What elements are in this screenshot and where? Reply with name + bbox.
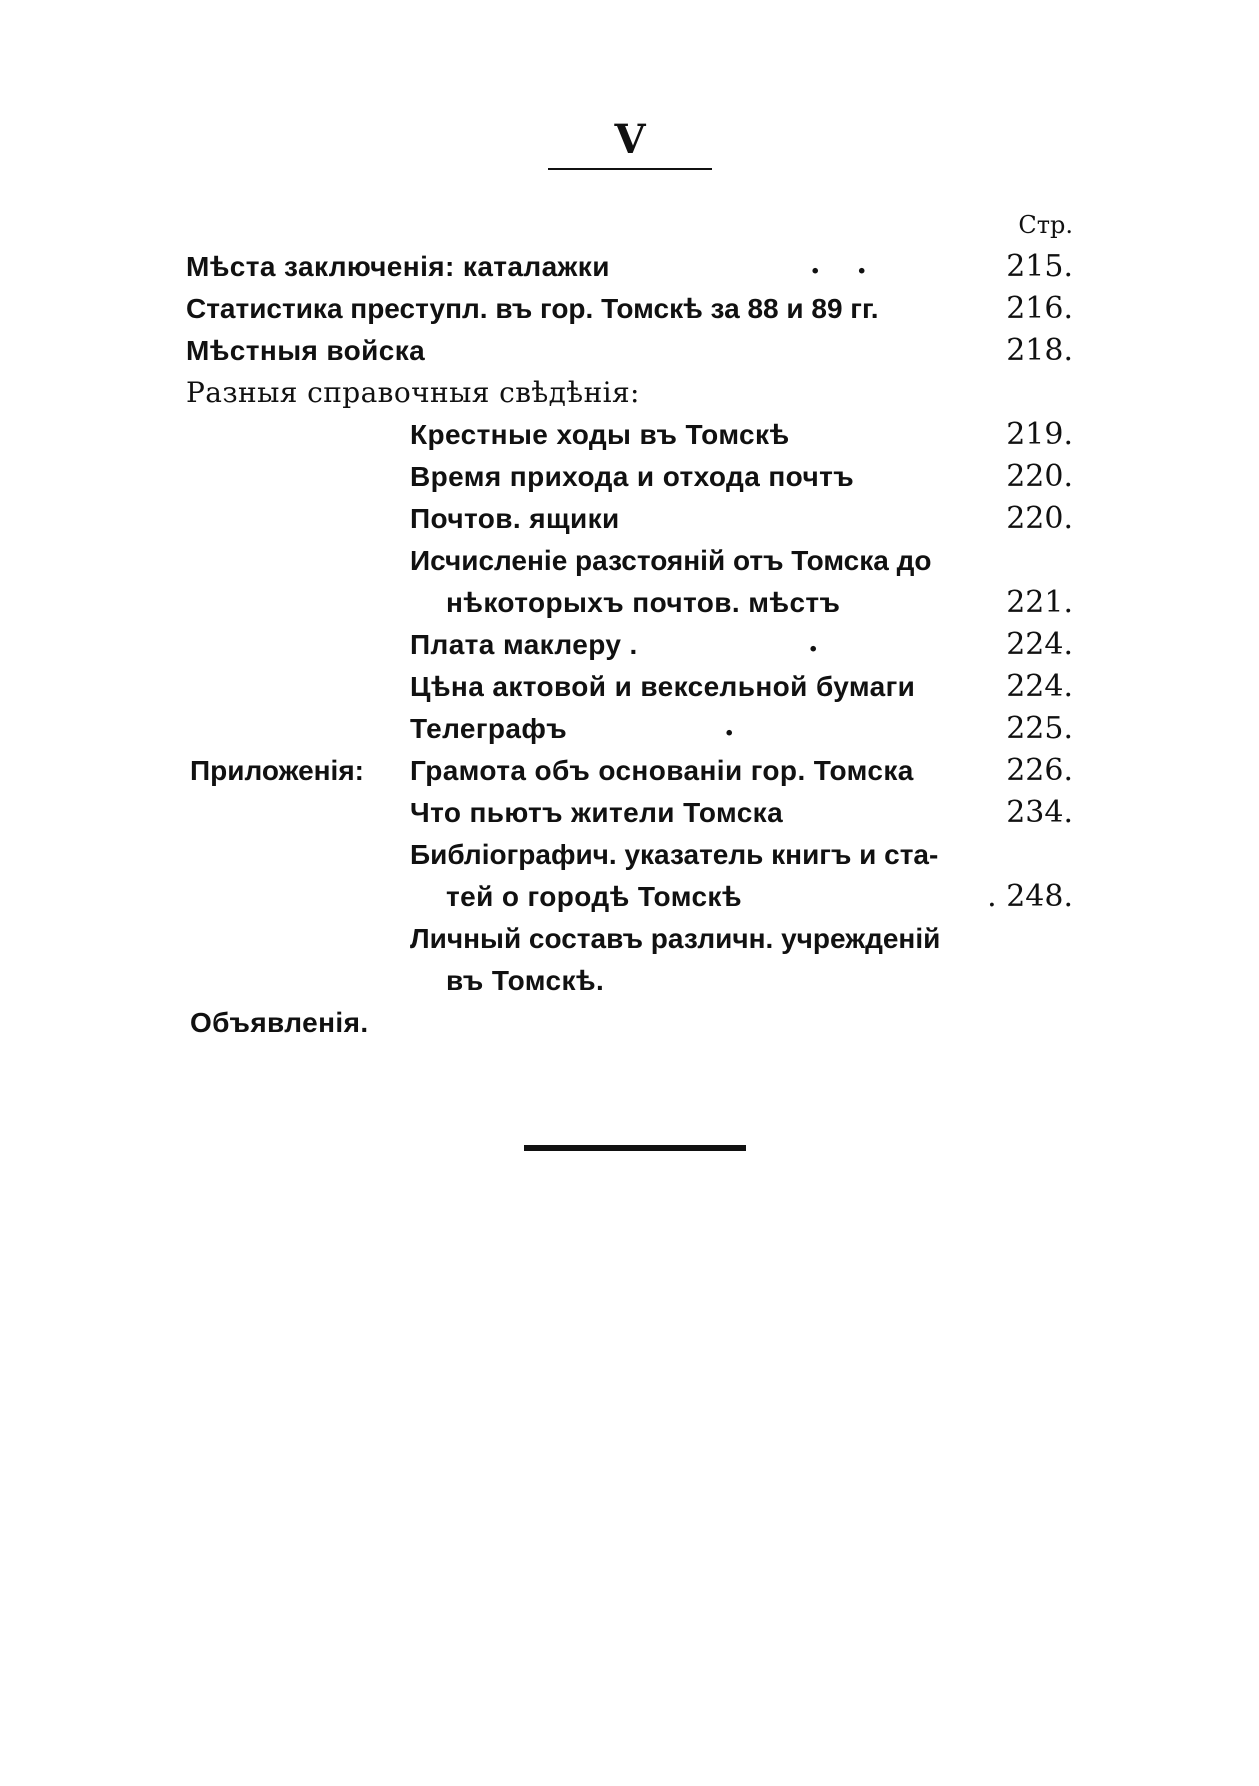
toc-entry-title: Телеграфъ xyxy=(410,713,568,744)
toc-entry-title: Разныя справочныя свѣдѣнія: xyxy=(186,376,640,409)
toc-entry-page: 224. xyxy=(1006,627,1073,662)
toc-entry-page: 215. xyxy=(1006,249,1073,284)
toc-entry-page: 226. xyxy=(1006,753,1073,788)
toc-entry-title: Исчисленіе разстояній отъ Томска до xyxy=(410,545,932,576)
header-rule xyxy=(548,168,712,170)
toc-entry-page: 225. xyxy=(1006,711,1073,746)
toc-entry-title: Крестные ходы въ Томскѣ xyxy=(410,419,790,450)
toc-entry-page: . 248. xyxy=(987,879,1073,914)
toc-entry xyxy=(0,540,1259,582)
toc-entry xyxy=(0,1002,1259,1044)
toc-entry xyxy=(0,918,1259,960)
appendix-label: Приложенія: xyxy=(190,755,365,786)
toc-entry xyxy=(0,582,1259,624)
toc-entry-page: 221. xyxy=(1006,585,1073,620)
toc-entry-title: Личный составъ различн. учрежденій xyxy=(410,923,941,954)
toc-entry-page: 219. xyxy=(1006,417,1073,452)
toc-entry xyxy=(0,750,1259,792)
toc-entry xyxy=(0,498,1259,540)
toc-entry xyxy=(0,666,1259,708)
toc-entry-page: 218. xyxy=(1006,333,1073,368)
toc-entry-title: Библіографич. указатель книгъ и ста- xyxy=(410,839,939,870)
toc-entry-leader: . xyxy=(724,708,771,743)
toc-entry-page: 220. xyxy=(1006,501,1073,536)
toc-entry xyxy=(0,876,1259,918)
toc-entry-title: Объявленія. xyxy=(190,1007,369,1038)
toc-entry-title: Почтов. ящики xyxy=(410,503,620,534)
toc-entry-page: 234. xyxy=(1006,795,1073,830)
toc-entry-title: Грамота объ основаніи гор. Томска xyxy=(410,755,914,786)
toc-entry xyxy=(0,708,1259,750)
toc-entry-page: 216. xyxy=(1006,291,1073,326)
page-column-label: Стр. xyxy=(1018,211,1073,239)
toc-entry-title: Цѣна актовой и вексельной бумаги xyxy=(410,671,916,702)
toc-entry xyxy=(0,246,1259,288)
toc-entry-title: Статистика преступл. въ гор. Томскѣ за 88 и 89 гг. xyxy=(186,293,879,324)
toc-entry xyxy=(0,414,1259,456)
toc-entry-leader: . xyxy=(808,624,855,659)
toc-entry xyxy=(0,288,1259,330)
toc-entry-title: Мѣстныя войска xyxy=(186,335,426,366)
toc-entry xyxy=(0,456,1259,498)
toc-entry-title: Мѣста заключенія: каталажки xyxy=(186,251,610,282)
closing-rule xyxy=(524,1145,746,1151)
toc-entry xyxy=(0,624,1259,666)
toc-entry xyxy=(0,792,1259,834)
toc-entry-title: нѣкоторыхъ почтов. мѣстъ xyxy=(446,587,841,618)
toc-entry-page: 220. xyxy=(1006,459,1073,494)
toc-entry-page: 224. xyxy=(1006,669,1073,704)
toc-entry-title: въ Томскѣ. xyxy=(446,965,605,996)
toc-section-heading xyxy=(0,372,1259,414)
toc-entry-title: Время прихода и отхода почтъ xyxy=(410,461,855,492)
toc-entry-leader: .. xyxy=(810,246,903,281)
page-number: V xyxy=(614,116,646,163)
toc-entry xyxy=(0,330,1259,372)
toc-entry xyxy=(0,834,1259,876)
toc-entry-title: тей о городѣ Томскѣ xyxy=(446,881,742,912)
toc-entry xyxy=(0,960,1259,1002)
toc-entry-title: Плата маклеру . xyxy=(410,629,638,660)
toc-entry-title: Что пьютъ жители Томска xyxy=(410,797,784,828)
